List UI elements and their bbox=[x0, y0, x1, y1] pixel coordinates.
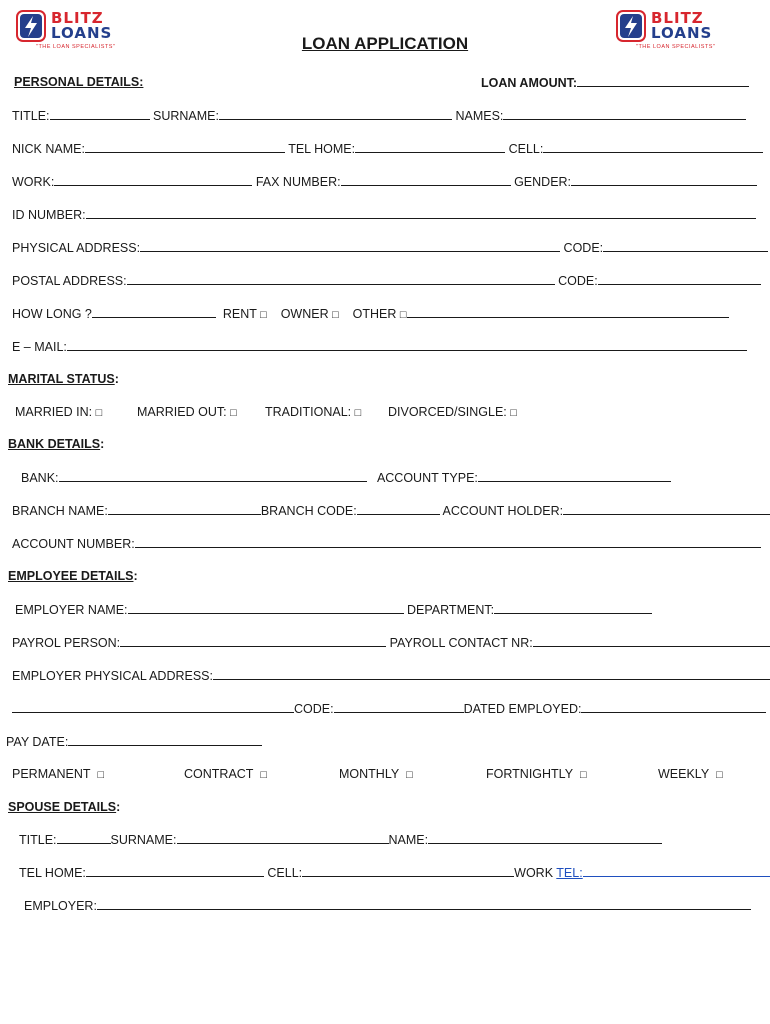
work-label: WORK: bbox=[12, 175, 55, 189]
bank-label: BANK: bbox=[21, 471, 59, 485]
spouse-surname-label: SURNAME: bbox=[110, 833, 177, 847]
spouse-title-field[interactable] bbox=[57, 831, 111, 844]
logo-word-top: BLITZ bbox=[651, 9, 704, 27]
cell-label: CELL: bbox=[508, 142, 544, 156]
account-holder-label: ACCOUNT HOLDER: bbox=[442, 504, 564, 518]
married-in-option[interactable] bbox=[15, 404, 102, 421]
employer-name-label: EMPLOYER NAME: bbox=[15, 603, 128, 617]
marital-status-colon: : bbox=[114, 372, 119, 386]
payroll-contact-field[interactable] bbox=[533, 634, 770, 647]
married-out-option[interactable] bbox=[137, 404, 237, 421]
cell-field[interactable] bbox=[543, 140, 763, 153]
names-field[interactable] bbox=[503, 107, 746, 120]
payrol-person-field[interactable] bbox=[120, 634, 386, 647]
pay-date-field[interactable] bbox=[68, 733, 262, 746]
spouse-tel-home-field[interactable] bbox=[86, 864, 264, 877]
department-label: DEPARTMENT: bbox=[407, 603, 495, 617]
account-type-field[interactable] bbox=[478, 469, 671, 482]
employer-physical-address-field[interactable] bbox=[213, 667, 770, 680]
bank-details-colon: : bbox=[100, 437, 105, 451]
married-out-checkbox[interactable]: □ bbox=[230, 407, 237, 419]
married-out-label: MARRIED OUT: bbox=[137, 405, 227, 419]
permanent-label: PERMANENT bbox=[12, 767, 91, 781]
payroll-contact-label: PAYROLL CONTACT NR: bbox=[389, 636, 533, 650]
branch-code-field[interactable] bbox=[357, 502, 440, 515]
pay-date-row bbox=[6, 733, 262, 750]
surname-label: SURNAME: bbox=[153, 109, 219, 123]
marital-status-heading bbox=[8, 371, 119, 387]
spouse-name-field[interactable] bbox=[428, 831, 662, 844]
employer-physical-address-label: EMPLOYER PHYSICAL ADDRESS: bbox=[12, 669, 213, 683]
spouse-employer-label: EMPLOYER: bbox=[24, 899, 97, 913]
physical-address-row bbox=[12, 239, 768, 256]
traditional-option[interactable] bbox=[265, 404, 361, 421]
fortnightly-checkbox[interactable]: □ bbox=[580, 769, 587, 781]
contract-checkbox[interactable]: □ bbox=[260, 769, 268, 781]
other-field[interactable] bbox=[407, 305, 729, 318]
postal-address-label: POSTAL ADDRESS: bbox=[12, 274, 127, 288]
spouse-cell-label: CELL: bbox=[267, 866, 303, 880]
id-number-field[interactable] bbox=[86, 206, 756, 219]
loan-amount-label: LOAN AMOUNT: bbox=[481, 76, 578, 90]
spouse-employer-field[interactable] bbox=[97, 897, 751, 910]
surname-field[interactable] bbox=[219, 107, 452, 120]
divorced-single-checkbox[interactable]: □ bbox=[510, 407, 517, 419]
logo-word-bottom: LOANS bbox=[51, 24, 113, 42]
postal-code-field[interactable] bbox=[598, 272, 761, 285]
rent-checkbox[interactable]: □ bbox=[260, 309, 267, 321]
id-number-row bbox=[12, 206, 756, 223]
physical-address-field[interactable] bbox=[140, 239, 560, 252]
spouse-cell-field[interactable] bbox=[302, 864, 514, 877]
employer-code-field[interactable] bbox=[334, 700, 464, 713]
divorced-single-label: DIVORCED/SINGLE: bbox=[388, 405, 507, 419]
email-field[interactable] bbox=[67, 338, 747, 351]
gender-field[interactable] bbox=[571, 173, 757, 186]
residence-row bbox=[12, 305, 729, 323]
spouse-title-label: TITLE: bbox=[19, 833, 57, 847]
spouse-work-label: WORK bbox=[514, 866, 554, 880]
personal-details-heading: PERSONAL DETAILS: bbox=[14, 75, 144, 89]
spouse-details-colon: : bbox=[116, 800, 121, 814]
permanent-option[interactable] bbox=[12, 766, 104, 783]
weekly-label: WEEKLY bbox=[658, 767, 710, 781]
employee-details-title: EMPLOYEE DETAILS bbox=[8, 569, 134, 583]
spouse-details-heading bbox=[8, 799, 120, 815]
logo-word-top: BLITZ bbox=[51, 9, 104, 27]
nickname-row bbox=[12, 140, 763, 157]
email-row bbox=[12, 338, 747, 355]
spouse-work-tel-field[interactable] bbox=[583, 864, 770, 877]
title-label: TITLE: bbox=[12, 109, 50, 123]
account-holder-field[interactable] bbox=[563, 502, 770, 515]
traditional-checkbox[interactable]: □ bbox=[354, 407, 362, 419]
account-number-label: ACCOUNT NUMBER: bbox=[12, 537, 135, 551]
department-field[interactable] bbox=[494, 601, 652, 614]
account-type-label: ACCOUNT TYPE: bbox=[376, 471, 478, 485]
owner-label: OWNER bbox=[280, 307, 329, 321]
postal-address-field[interactable] bbox=[127, 272, 555, 285]
weekly-checkbox[interactable]: □ bbox=[716, 769, 723, 781]
dated-employed-field[interactable] bbox=[581, 700, 766, 713]
marital-status-title: MARITAL STATUS bbox=[8, 372, 115, 386]
monthly-option[interactable] bbox=[339, 766, 413, 783]
contract-label: CONTRACT bbox=[184, 767, 254, 781]
pay-date-label: PAY DATE: bbox=[6, 735, 69, 749]
employer-address-cont-field[interactable] bbox=[12, 700, 294, 713]
employee-details-heading bbox=[8, 568, 138, 584]
branch-code-label: BRANCH CODE: bbox=[260, 504, 357, 518]
fortnightly-label: FORTNIGHTLY bbox=[486, 767, 574, 781]
fax-number-label: FAX NUMBER: bbox=[255, 175, 341, 189]
monthly-label: MONTHLY bbox=[339, 767, 400, 781]
weekly-option[interactable] bbox=[658, 766, 723, 783]
physical-code-label: CODE: bbox=[563, 241, 604, 255]
employee-details-colon: : bbox=[133, 569, 138, 583]
branch-row bbox=[12, 502, 770, 519]
rent-label: RENT bbox=[222, 307, 257, 321]
id-number-label: ID NUMBER: bbox=[12, 208, 86, 222]
employer-address-row bbox=[12, 667, 770, 684]
how-long-field[interactable] bbox=[92, 305, 216, 318]
bank-field[interactable] bbox=[59, 469, 367, 482]
traditional-label: TRADITIONAL: bbox=[265, 405, 352, 419]
spouse-surname-field[interactable] bbox=[177, 831, 389, 844]
divorced-single-option[interactable] bbox=[388, 404, 517, 421]
names-label: NAMES: bbox=[455, 109, 504, 123]
loan-amount-row bbox=[481, 74, 749, 91]
spouse-employer-row bbox=[24, 897, 751, 914]
permanent-checkbox[interactable]: □ bbox=[97, 769, 105, 781]
gender-label: GENDER: bbox=[514, 175, 572, 189]
logo-word-bottom: LOANS bbox=[651, 24, 713, 42]
bank-details-heading bbox=[8, 436, 104, 452]
email-label: E – MAIL: bbox=[12, 340, 67, 354]
nick-name-field[interactable] bbox=[85, 140, 285, 153]
employer-name-field[interactable] bbox=[128, 601, 404, 614]
tel-home-label: TEL HOME: bbox=[288, 142, 356, 156]
tel-home-field[interactable] bbox=[355, 140, 505, 153]
work-field[interactable] bbox=[54, 173, 252, 186]
married-in-label: MARRIED IN: bbox=[15, 405, 93, 419]
employer-code-label: CODE: bbox=[294, 702, 334, 716]
logo-tagline: "THE LOAN SPECIALISTS" bbox=[36, 44, 116, 50]
spouse-tel-home-label: TEL HOME: bbox=[19, 866, 86, 880]
fax-number-field[interactable] bbox=[341, 173, 511, 186]
logo-tagline: "THE LOAN SPECIALISTS" bbox=[636, 44, 716, 50]
spouse-details-title: SPOUSE DETAILS bbox=[8, 800, 117, 814]
branch-name-field[interactable] bbox=[108, 502, 261, 515]
account-number-field[interactable] bbox=[135, 535, 761, 548]
spouse-tel-link[interactable]: TEL: bbox=[556, 866, 583, 880]
nick-name-label: NICK NAME: bbox=[12, 142, 85, 156]
owner-checkbox[interactable]: □ bbox=[332, 309, 339, 321]
how-long-label: HOW LONG ? bbox=[12, 307, 92, 321]
employer-name-row bbox=[15, 601, 652, 618]
spouse-tel-row bbox=[19, 864, 770, 881]
spouse-title-row bbox=[19, 831, 662, 848]
postal-code-label: CODE: bbox=[558, 274, 598, 288]
fortnightly-option[interactable] bbox=[486, 766, 587, 783]
other-checkbox[interactable]: □ bbox=[399, 309, 407, 321]
branch-name-label: BRANCH NAME: bbox=[12, 504, 108, 518]
payroll-row bbox=[12, 634, 770, 651]
employer-code-row bbox=[12, 700, 766, 717]
payrol-person-label: PAYROL PERSON: bbox=[12, 636, 121, 650]
loan-amount-field[interactable] bbox=[577, 74, 749, 87]
dated-employed-label: DATED EMPLOYED: bbox=[463, 702, 582, 716]
work-row bbox=[12, 173, 757, 190]
title-field[interactable] bbox=[50, 107, 150, 120]
other-label: OTHER bbox=[352, 307, 397, 321]
married-in-checkbox[interactable]: □ bbox=[95, 407, 103, 419]
title-row bbox=[12, 107, 746, 124]
bank-details-title: BANK DETAILS bbox=[8, 437, 101, 451]
physical-address-label: PHYSICAL ADDRESS: bbox=[12, 241, 141, 255]
account-number-row bbox=[12, 535, 761, 552]
contract-option[interactable] bbox=[184, 766, 267, 783]
monthly-checkbox[interactable]: □ bbox=[406, 769, 413, 781]
spouse-name-label: NAME: bbox=[388, 833, 429, 847]
page-title: LOAN APPLICATION bbox=[301, 34, 469, 53]
postal-address-row bbox=[12, 272, 761, 289]
bank-row bbox=[21, 469, 671, 486]
physical-code-field[interactable] bbox=[603, 239, 768, 252]
